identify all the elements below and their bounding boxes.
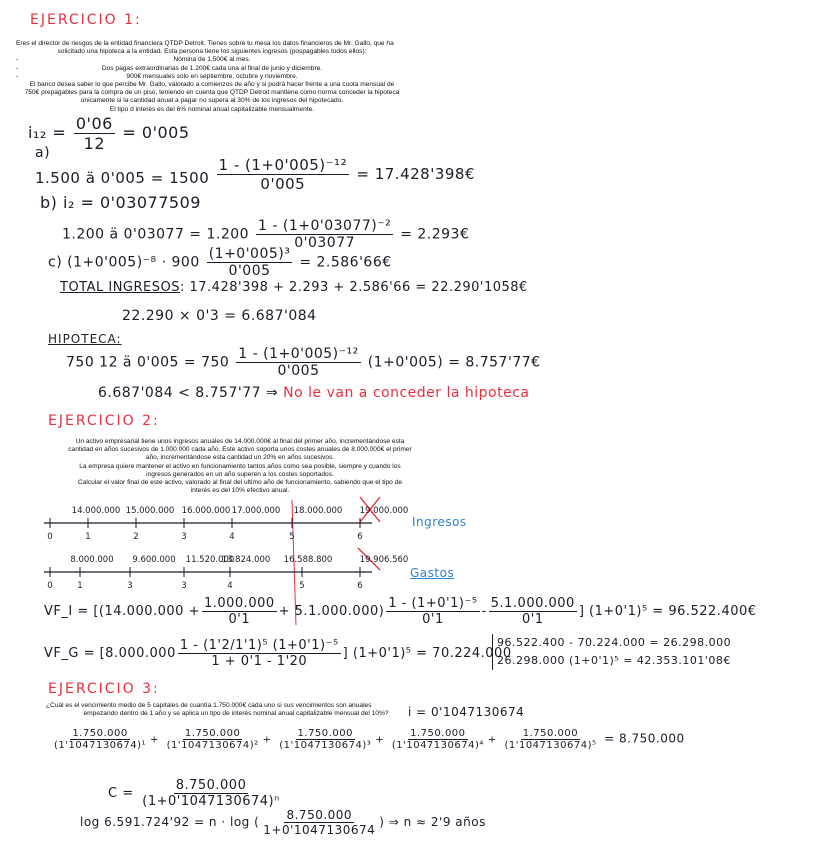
vfi-denominator-2: 0'1	[422, 612, 444, 627]
part-c-label: c)	[48, 254, 63, 271]
costs-value: 11.520.000	[185, 555, 235, 565]
vfi-numerator-3: 5.1.000.000	[490, 596, 575, 611]
term-denominator: (1'1047130674)²	[166, 740, 259, 751]
costs-tick-label: 1	[77, 581, 83, 591]
costs-tick-label: 0	[47, 581, 53, 591]
exercise-1-heading: EJERCICIO 1:	[30, 12, 142, 28]
income-value: 15.000.000	[125, 506, 175, 516]
mortgage-comparison: 6.687'084 < 8.757'77 ⇒	[98, 385, 279, 401]
term-denominator: (1'1047130674)¹	[54, 740, 147, 751]
difference-line-2: 26.298.000 (1+0'1)⁵ = 42.353.101'08€	[497, 654, 731, 667]
costs-tick-label: 4	[227, 581, 233, 591]
term-denominator: (1'1047130674)⁵	[504, 740, 597, 751]
part-b-rate: i₂ = 0'03077509	[63, 193, 201, 212]
income-tick-label: 2	[133, 532, 139, 542]
statement-line: 750€ prepagables para la compra de un piso, teniendo en cuenta que QTDP Detroit mantiene como norma conceder la hipoteca	[24, 89, 400, 97]
mortgage-lhs: 750 12 ä 0'005 = 750	[66, 354, 230, 371]
handwritten-vf-costs	[44, 638, 512, 669]
income-value: 19.000.000	[359, 506, 409, 516]
part-a-denominator: 0'005	[260, 175, 306, 193]
handwritten-log: log 6.591.724'92 = n · log ( $\frac{8.750.000}{1+0'1047130674}$ ) ⇒ n ≈ 2'9 años	[80, 808, 486, 837]
part-a-result: = 17.428'398€	[356, 165, 475, 183]
costs-value: 8.000.000	[70, 555, 114, 565]
exercise-3-statement	[46, 702, 426, 718]
sum-result: = 8.750.000	[604, 731, 685, 746]
term-numerator: 1.750.000	[72, 728, 128, 739]
mortgage-label: HIPOTECA:	[48, 332, 122, 346]
costs-tick-label: 3	[127, 581, 133, 591]
i12-result: = 0'005	[122, 123, 190, 142]
vfi-denominator-3: 0'1	[521, 612, 544, 627]
handwritten-sum: $\frac{1.750.000}{\text{(1'1047130674)¹}}$ + $\frac{1.750.000}{\text{(1'1047130674)²}}$ + $\frac{1.750.000}{\text{(1'1047130674)³}}$ + $\frac{1.750.000}{\text{(1'1047130674)⁴}}$ + $\frac{1.750.000}{\text{(1'1047130674)⁵}}$ = 8.750.000	[54, 728, 685, 751]
statement-line: Dos pagas extraordinarias de 1.200€ cada una al final de junio y diciembre.	[101, 64, 323, 72]
statement-line: La empresa quiere mantener el activo en funcionamiento tantos años como sea posible, siempre y cuando los	[79, 462, 401, 470]
costs-tick-label: 3	[181, 581, 187, 591]
part-a-lhs: 1.500 ä 0'005 = 1500	[35, 169, 210, 187]
mortgage-result: (1+0'005) = 8.757'77€	[367, 354, 541, 371]
handwritten-rate: i = 0'1047130674	[408, 705, 525, 719]
part-b-denominator: 0'03077	[294, 235, 356, 251]
statement-line: Un activo empresarial tiene unos ingresos anuales de 14.000.000€ al final del primer año, incrementándose esta	[75, 438, 405, 445]
mortgage-numerator: 1 - (1+0'005)⁻¹²	[238, 346, 359, 362]
statement-line: empezando dentro de 1 año y se aplica un tipo de interés nominal anual capitalizable mensual del 10%?	[83, 710, 389, 718]
statement-line: ingresos generados en un año superen a los costes soportados.	[146, 470, 334, 478]
term-numerator: 1.750.000	[184, 728, 241, 739]
income-value: 17.000.000	[231, 506, 281, 516]
vfg-result: ] (1+0'1)⁵ = 70.224.000	[342, 646, 512, 661]
i12-lhs: i₁₂ =	[28, 123, 67, 142]
handwritten-c	[108, 778, 284, 809]
c-denominator: (1+0'1047130674)ⁿ	[142, 794, 280, 809]
log-numerator: 8.750.000	[286, 808, 353, 822]
vfi-mid: + 5.1.000.000)	[278, 604, 385, 619]
costs-value: 9.600.000	[132, 555, 176, 565]
handwritten-difference	[492, 634, 731, 670]
costs-tick-label: 5	[299, 581, 305, 591]
c-lhs: C =	[108, 786, 134, 801]
part-b-result: = 2.293€	[400, 226, 470, 243]
statement-line: 900€ mensuales solo en septiembre, octubre y noviembre.	[126, 72, 298, 80]
vfg-lhs: VF_G = [8.000.000	[44, 646, 176, 661]
part-a-numerator: 1 - (1+0'005)⁻¹²	[218, 156, 348, 174]
c-numerator: 8.750.000	[175, 778, 247, 793]
statement-line: Nómina de 1.500€ al mes.	[173, 56, 251, 64]
statement-line: año, incrementándose esta cantidad un 20% en años sucesivos.	[145, 454, 335, 462]
costs-label: Gastos	[410, 566, 455, 580]
statement-line: interés es del 10% efectivo anual.	[190, 487, 290, 495]
bullet: -	[16, 64, 19, 72]
vfg-numerator: 1 - (1'2/1'1)⁵ (1+0'1)⁻⁵	[179, 638, 339, 653]
part-c-denominator: 0'005	[228, 263, 271, 279]
total-expression: : 17.428'398 + 2.293 + 2.586'66 = 22.290'1058€	[180, 280, 528, 295]
costs-value: 19.906.560	[359, 555, 409, 565]
vfi-result: ] (1+0'1)⁵ = 96.522.400€	[578, 604, 757, 619]
statement-line: únicamente si la cantidad anual a pagar no supera al 30% de los ingresos del hipotecado.	[80, 97, 344, 105]
total-label: TOTAL INGRESOS	[60, 280, 180, 295]
statement-line: cantidad en años sucesivos de 1.000.000 cada año. Este activo soporta unos costes anuales de 8.000.000€ el primer	[68, 446, 412, 454]
mortgage-conclusion: No le van a conceder la hipoteca	[283, 385, 530, 401]
part-a-label: a)	[35, 145, 51, 161]
bullet: -	[16, 56, 19, 64]
part-b-label: b)	[40, 193, 58, 212]
term-numerator: 1.750.000	[522, 728, 579, 739]
income-tick-label: 3	[181, 532, 187, 542]
vfi-numerator-1: 1.000.000	[203, 596, 275, 611]
income-value: 14.000.000	[71, 506, 121, 516]
income-value: 18.000.000	[293, 506, 343, 516]
statement-line: Eres el director de riesgos de la entidad financiera QTDP Detroit. Tienes sobre tu mesa los datos financieros de Mr. Gallo, que ha	[16, 40, 394, 47]
statement-line: El tipo d interés es del 6% nominal anual capitalizable mensualmente.	[109, 105, 315, 113]
part-c-lhs: (1+0'005)⁻⁸ · 900	[67, 254, 200, 271]
i12-denominator: 12	[83, 134, 105, 153]
costs-value: 16.588.800	[283, 555, 333, 565]
part-c-result: = 2.586'66€	[299, 254, 392, 271]
handwritten-vf-income	[44, 596, 757, 627]
part-b-lhs: 1.200 ä 0'03077 = 1.200	[62, 226, 250, 243]
handwritten-percentage: 22.290 × 0'3 = 6.687'084	[122, 308, 317, 324]
income-tick-label: 1	[85, 532, 91, 542]
vfg-denominator: 1 + 0'1 - 1'20	[211, 654, 308, 669]
income-label: Ingresos	[412, 515, 467, 529]
income-tick-label: 5	[289, 532, 295, 542]
statement-line: Calcular el valor final de este activo, valorado al final del ultimo año de funcionamiento, sabiendo que el tipo de	[77, 479, 403, 487]
exercise-2-heading: EJERCICIO 2:	[48, 413, 160, 429]
vfi-denominator-1: 0'1	[228, 612, 251, 627]
exercise-3-heading: EJERCICIO 3:	[48, 681, 160, 697]
statement-line: ¿Cuál es el vencimiento medio de 5 capitales de cuantía 1.750.000€ cada uno si sus vencimientos son anuales	[46, 702, 372, 709]
part-b-numerator: 1 - (1+0'03077)⁻²	[258, 218, 392, 234]
vfi-minus: -	[481, 604, 487, 619]
log-denominator: 1+0'1047130674	[263, 823, 376, 837]
income-tick-label: 4	[229, 532, 235, 542]
costs-tick-label: 6	[357, 581, 363, 591]
income-tick-label: 6	[357, 532, 363, 542]
statement-line: El banco desea saber lo que percibe Mr. Gallo, valorado a comienzos de año y si podrá hacer frente a una cuota mensual de	[29, 81, 395, 89]
bullet: -	[16, 72, 19, 80]
income-value: 16.000.000	[181, 506, 231, 516]
vfi-lhs: VF_I = [(14.000.000 +	[44, 604, 200, 619]
income-tick-label: 0	[47, 532, 53, 542]
term-numerator: 1.750.000	[410, 728, 466, 739]
costs-value: 13.824.000	[221, 555, 271, 565]
vfi-numerator-2: 1 - (1+0'1)⁻⁵	[388, 596, 478, 611]
term-denominator: (1'1047130674)³	[279, 740, 372, 751]
term-denominator: (1'1047130674)⁴	[391, 740, 484, 751]
log-result: ⇒ n ≈ 2'9 años	[388, 815, 486, 829]
log-lhs: log 6.591.724'92 = n · log	[80, 815, 250, 829]
difference-line-1: 96.522.400 - 70.224.000 = 26.298.000	[497, 636, 732, 649]
part-c-numerator: (1+0'005)³	[208, 246, 291, 262]
mortgage-denominator: 0'005	[277, 363, 320, 379]
i12-numerator: 0'06	[75, 114, 113, 133]
statement-line: solicitado una hipoteca a la entidad. Esta persona tiene los siguientes ingresos (pospagables todos ellos):	[57, 48, 367, 56]
term-numerator: 1.750.000	[297, 728, 353, 739]
